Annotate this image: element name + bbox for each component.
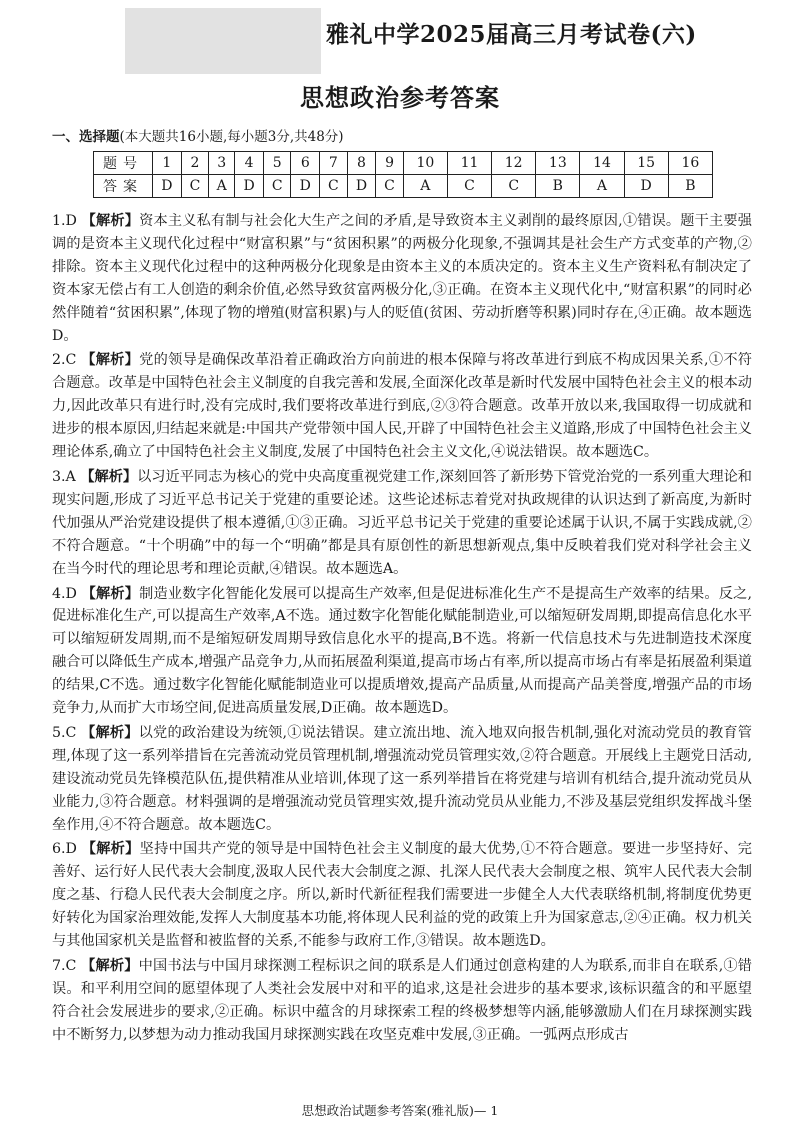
explanation-text: 中国书法与中国月球探测工程标识之间的联系是人们通过创意构建的人为联系,而非自在联系,①错误。和平利用空间的愿望体现了人类社会发展中对和平的追求,这是社会进步的基本要求,该标识蕴含的和平愿望符合社会发展进步的要求,②正确。标识中蕴含的月球探索工程的终极梦想等内涵,能够激励人们在月球探测实践中不断努力,以梦想为动力推动我国月球探测实践在攻坚克难中发展,③正确。一弧两点形成古 [52,958,752,1043]
explanation-text: 坚持中国共产党的领导是中国特色社会主义制度的最大优势,①不符合题意。要进一步坚持好、完善好、运行好人民代表大会制度,汲取人民代表大会制度之源、扎深人民代表大会制度之根、筑牢人民代表大会制度之基、行稳人民代表大会制度之序。所以,新时代新征程我们需要进一步健全人大代表联络机制,将制度优势更好转化为国家治理效能,发挥人大制度基本功能,将体现人民利益的党的政策上升为国家意志,②④正确。权力机关与其他国家机关是监督和被监督的关系,不能参与政府工作,③错误。故本题选D。 [52,841,752,950]
explanation-text: 以党的政治建设为统领,①说法错误。建立流出地、流入地双向报告机制,强化对流动党员的教育管理,体现了这一系列举措旨在完善流动党员管理机制,增强流动党员管理实效,②符合题意。开展线上主题党日活动,建设流动党员先锋模范队伍,提供精准从业培训,体现了这一系列举措旨在将党建与培训有机结合,提升流动党员从业能力,③符合题意。材料强调的是增强流动党员管理实效,提升流动党员从业能力,不涉及基层党组织发挥战斗堡垒作用,④不符合题意。故本题选C。 [52,724,752,833]
analysis-tag: 【解析】 [81,585,140,602]
school-logo-placeholder [125,8,321,74]
explanation-text: 以习近平同志为核心的党中央高度重视党建工作,深刻回答了新形势下管党治党的一系列重大理论和现实问题,形成了习近平总书记关于党建的重要论述。这些论述标志着党对执政规律的认识达到了新高度,为新时代加强从严治党建设提供了根本遵循,①③正确。习近平总书记关于党建的重要论述属于认识,不属于实践成就,②不符合题意。“十个明确”中的每一个“明确”都是具有原创性的新思想新观点,集中反映着我们党对科学社会主义在当今时代的理论思考和理论贡献,④错误。故本题选A。 [52,468,752,577]
answer-cell: D [235,175,264,198]
question-number-cell: 6 [291,152,320,175]
analysis-tag: 【解析】 [80,468,138,485]
explanation-item [52,722,752,837]
question-answer: 6.D [52,841,77,858]
question-number-cell: 13 [536,152,580,175]
question-answer: 2.C [52,352,77,369]
section-heading [52,125,344,145]
answer-cell: A [403,175,447,198]
answer-cell: C [492,175,536,198]
question-number-cell: 12 [492,152,536,175]
question-number-cell: 5 [263,152,290,175]
answer-cell: C [320,175,347,198]
page-footer: 思想政治试题参考答案(雅礼版)— 1 [301,1103,499,1118]
explanation-text: 资本主义私有制与社会化大生产之间的矛盾,是导致资本主义剥削的最终原因,①错误。题干主要强调的是资本主义现代化过程中“财富积累”与“贫困积累”的两极分化现象,不强调其是社会生产方式变革的产物,②排除。资本主义现代化过程中的这种两极分化现象是由资本主义的本质决定的。资本主义生产资料私有制决定了资本家无偿占有工人创造的剩余价值,必然导致贫富两极分化,③正确。在资本主义现代化中,“财富积累”的同时必然伴随着“贫困积累”,体现了物的增殖(财富积累)与人的贬值(贫困、劳动折磨等积累)同时存在,④正确。故本题选D。 [52,213,752,344]
analysis-tag: 【解析】 [81,352,140,369]
question-number-cell: 14 [580,152,624,175]
explanation-item [52,838,752,953]
question-number-cell: 7 [320,152,347,175]
page-title: 思想政治参考答案 [300,83,500,112]
answer-cell: D [291,175,320,198]
question-number-cell: 15 [624,152,668,175]
explanation-item [52,583,752,720]
answer-cell: C [376,175,403,198]
question-number-cell: 8 [347,152,376,175]
answer-cell: B [536,175,580,198]
answer-cell: D [624,175,668,198]
explanation-text: 制造业数字化智能化发展可以提高生产效率,但是促进标准化生产不是提高生产效率的结果。反之,促进标准化生产,可以提高生产效率,A不选。通过数字化智能化赋能制造业,可以缩短研发周期,即提高信息化水平可以缩短研发周期,而不是缩短研发周期导致信息化水平的提高,B不选。将新一代信息技术与先进制造技术深度融合可以降低生产成本,增强产品竞争力,从而拓展盈利渠道,提高市场占有率,所以提高市场占有率是拓展盈利渠道的结果,C不选。通过数字化智能化赋能制造业可以提质增效,提高产品质量,从而提高产品美誉度,增强产品的市场竞争力,从而扩大市场空间,促进高质量发展,D正确。故本题选D。 [52,585,752,717]
analysis-tag: 【解析】 [81,724,139,741]
analysis-tag: 【解析】 [81,841,140,858]
question-number-cell: 10 [403,152,447,175]
question-number-cell: 2 [181,152,208,175]
question-number-cell: 9 [376,152,403,175]
section-label: 一、选择题 [52,129,120,145]
question-number-cell: 11 [447,152,491,175]
question-number-row [94,152,713,175]
section-note: (本大题共16小题,每小题3分,共48分) [119,129,344,145]
answer-table [93,151,713,198]
analysis-tag: 【解析】 [81,213,140,229]
answer-cell: D [347,175,376,198]
answer-row-label: 答案 [94,175,153,198]
question-number-cell: 16 [668,152,712,175]
exam-title: 雅礼中学2025届高三月考试卷(六) [326,21,697,48]
answer-row [94,175,713,198]
question-answer: 1.D [52,213,77,229]
question-answer: 3.A [52,468,76,485]
question-row-label: 题号 [94,152,153,175]
question-number-cell: 4 [235,152,264,175]
explanation-item [52,955,752,1047]
answer-cell: A [209,175,235,198]
analysis-tag: 【解析】 [81,958,139,974]
question-answer: 5.C [52,724,77,741]
answer-cell: C [447,175,491,198]
answer-cell: D [153,175,182,198]
explanations [52,210,752,1049]
question-number-cell: 1 [153,152,182,175]
question-number-cell: 3 [209,152,235,175]
answer-cell: B [668,175,712,198]
explanation-item [52,466,752,581]
answer-cell: C [263,175,290,198]
explanation-text: 党的领导是确保改革沿着正确政治方向前进的根本保障与将改革进行到底不构成因果关系,①不符合题意。改革是中国特色社会主义制度的自我完善和发展,全面深化改革是新时代发展中国特色社会主义的根本动力,因此改革只有进行时,没有完成时,我们要将改革进行到底,②③符合题意。改革开放以来,我国取得一切成就和进步的根本原因,归结起来就是:中国共产党带领中国人民,开辟了中国特色社会主义道路,形成了中国特色社会主义理论体系,确立了中国特色社会主义制度,发展了中国特色社会主义文化,④说法错误。故本题选C。 [52,352,752,461]
question-answer: 4.D [52,585,77,602]
answer-cell: C [181,175,208,198]
question-answer: 7.C [52,958,77,974]
answer-cell: A [580,175,624,198]
explanation-item [52,210,752,347]
explanation-item [52,349,752,464]
